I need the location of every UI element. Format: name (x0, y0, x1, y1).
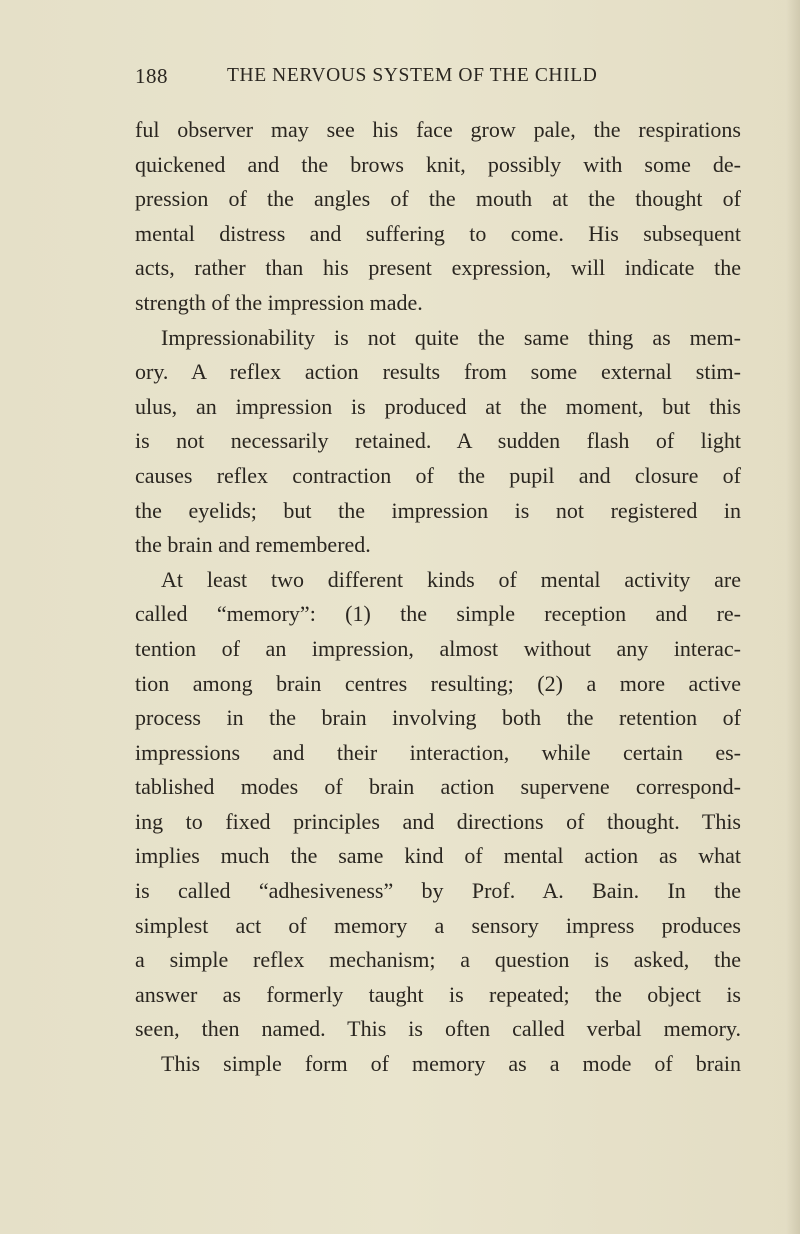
text-line: answer as formerly taught is repeated; the object is (135, 981, 741, 1007)
text-line: quickened and the brows knit, possibly with some de- (135, 151, 741, 177)
text-line: pression of the angles of the mouth at the thought of (135, 186, 741, 212)
text-line: ory. A reflex action results from some external stim- (135, 359, 741, 385)
text-line: a simple reflex mechanism; a question is asked, the (135, 947, 741, 973)
text-line: process in the brain involving both the retention of (135, 705, 741, 731)
text-line: tablished modes of brain action supervene correspond- (135, 774, 741, 800)
text-line: causes reflex contraction of the pupil and closure of (135, 462, 741, 488)
running-title: THE NERVOUS SYSTEM OF THE CHILD (227, 65, 598, 86)
body-text (135, 113, 741, 1082)
text-line: tention of an impression, almost without any interac- (135, 635, 741, 661)
text-line: acts, rather than his present expression, will indicate the (135, 255, 741, 281)
text-line: impressions and their interaction, while certain es- (135, 739, 741, 765)
text-line: This simple form of memory as a mode of brain (161, 1051, 741, 1077)
text-line: ful observer may see his face grow pale, the respirations (135, 117, 741, 142)
text-line: tion among brain centres resulting; (2) a more active (135, 670, 741, 696)
text-line: ulus, an impression is produced at the moment, but this (135, 393, 741, 419)
text-line: simplest act of memory a sensory impress produces (135, 912, 741, 938)
text-line: strength of the impression made. (135, 289, 423, 315)
text-line: mental distress and suffering to come. His subsequent (135, 220, 741, 246)
text-line: ing to fixed principles and directions of thought. This (135, 808, 741, 834)
running-head (135, 64, 675, 94)
text-line: implies much the same kind of mental action as what (135, 843, 741, 869)
text-line: the brain and remembered. (135, 532, 371, 558)
text-line: Impressionability is not quite the same thing as mem- (161, 324, 741, 350)
text-line: is not necessarily retained. A sudden flash of light (135, 428, 741, 454)
page-number: 188 (135, 64, 168, 88)
text-line: seen, then named. This is often called verbal memory. (135, 1016, 741, 1042)
text-line: called “memory”: (1) the simple reception and re- (135, 601, 741, 627)
text-line: the eyelids; but the impression is not registered in (135, 497, 741, 523)
page-edge-shadow (786, 0, 800, 1234)
text-line: At least two different kinds of mental activity are (161, 566, 741, 592)
text-line: is called “adhesiveness” by Prof. A. Bain. In the (135, 878, 741, 904)
